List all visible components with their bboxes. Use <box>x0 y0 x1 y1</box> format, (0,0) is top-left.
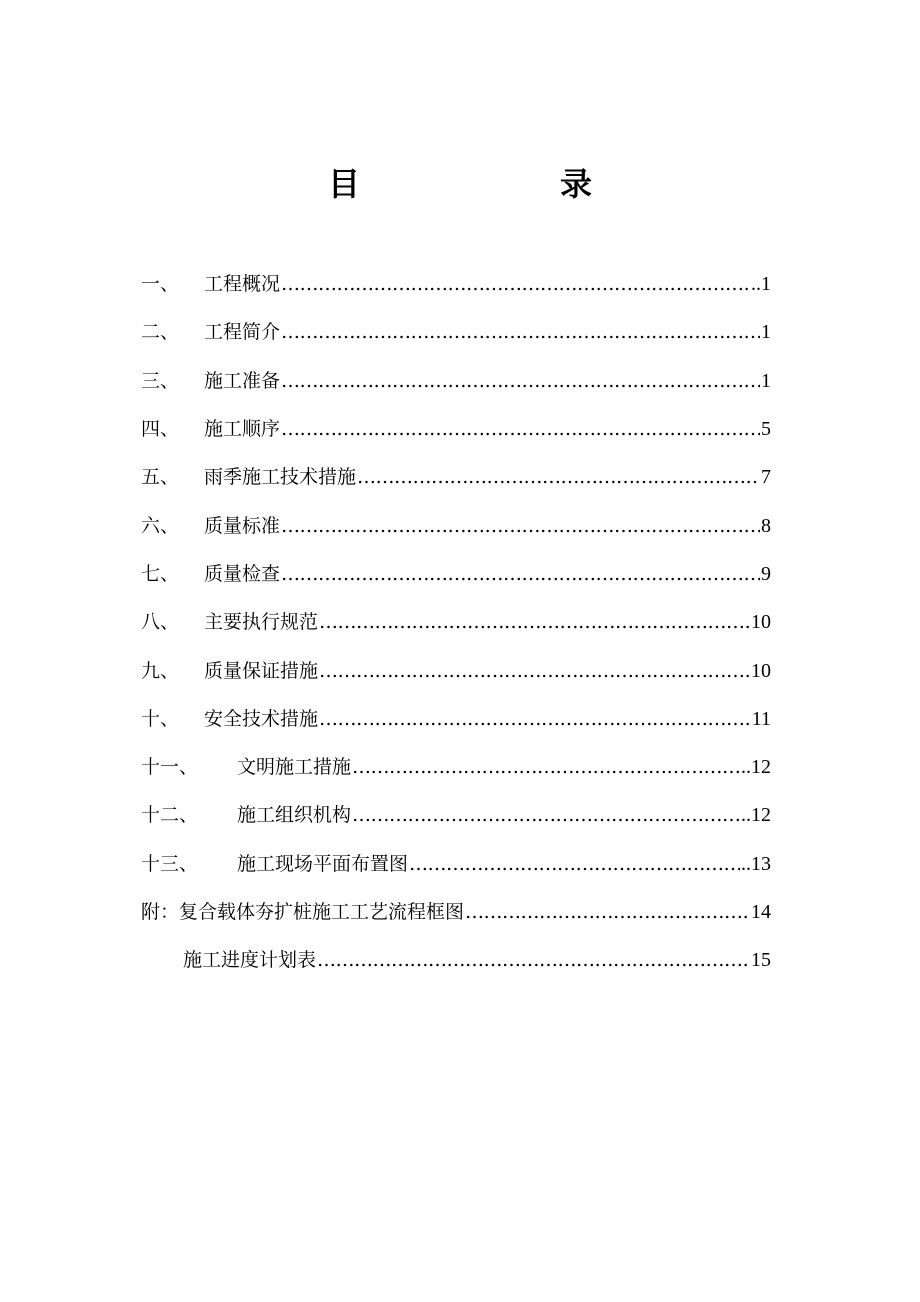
toc-entry-title: 复合载体夯扩桩施工工艺流程框图 <box>179 901 465 923</box>
toc-entry-number: 九、 <box>141 659 180 682</box>
table-of-contents <box>141 260 771 984</box>
page-title: 目 录 <box>327 165 676 203</box>
toc-leader-dots <box>357 464 760 490</box>
toc-entry-10[interactable] <box>141 695 771 743</box>
toc-entry-number: 二、 <box>141 321 180 344</box>
toc-entry-page: ..12 <box>741 756 771 779</box>
toc-entry-1[interactable] <box>141 260 771 308</box>
toc-entry-6[interactable] <box>141 501 771 549</box>
toc-entry-number: 十三、 <box>141 852 199 875</box>
toc-leader-dots <box>281 271 750 297</box>
toc-entry-number: 十一、 <box>141 756 199 779</box>
toc-entry-title: 工程概况 <box>204 273 281 296</box>
toc-entry-title: 雨季施工技术措施 <box>204 466 357 489</box>
toc-entry-page: 1 <box>761 321 771 344</box>
toc-entry-page: 5 <box>761 418 771 441</box>
toc-entry-page: 7 <box>761 466 771 489</box>
toc-entry-4[interactable] <box>141 405 771 453</box>
toc-entry-page: ..13 <box>741 852 771 875</box>
toc-entry-page: 14 <box>751 901 771 923</box>
toc-entry-title: 施工现场平面布置图 <box>237 852 409 875</box>
toc-leader-dots <box>409 851 740 877</box>
toc-entry-2[interactable] <box>141 308 771 356</box>
toc-entry-number: 六、 <box>141 514 180 537</box>
toc-entry-number: 八、 <box>141 611 180 634</box>
toc-leader-dots <box>352 802 740 828</box>
toc-entry-12[interactable] <box>141 791 771 839</box>
toc-entry-number: 四、 <box>141 418 180 441</box>
toc-leader-dots <box>281 368 760 394</box>
toc-leader-dots <box>281 319 760 345</box>
toc-entry-title: 主要执行规范 <box>204 611 319 634</box>
toc-entry-title: 质量检查 <box>204 562 281 585</box>
toc-entry-number: 三、 <box>141 369 180 392</box>
toc-entry-number: 十二、 <box>141 804 199 827</box>
toc-entry-13[interactable] <box>141 840 771 888</box>
toc-entry-title: 施工准备 <box>204 369 281 392</box>
toc-entry-page: 15 <box>751 949 771 972</box>
toc-entry-title: 工程简介 <box>204 321 281 344</box>
toc-entry-number: 五、 <box>141 466 180 489</box>
toc-entry-page: 9 <box>761 562 771 585</box>
toc-leader-dots <box>465 899 750 925</box>
toc-entry-page: 8 <box>761 514 771 537</box>
toc-entry-title: 文明施工措施 <box>237 756 352 779</box>
toc-entry-page: ..1 <box>751 273 771 296</box>
toc-leader-dots <box>319 609 750 635</box>
toc-entry-8[interactable] <box>141 598 771 646</box>
toc-entry-page: 10 <box>751 659 771 682</box>
toc-entry-7[interactable] <box>141 550 771 598</box>
toc-entry-title: 质量保证措施 <box>204 659 319 682</box>
toc-leader-dots <box>281 513 760 539</box>
toc-entry-number: 十、 <box>141 707 180 730</box>
toc-leader-dots <box>281 416 760 442</box>
toc-entry-appendix-schedule[interactable] <box>141 936 771 984</box>
toc-entry-appendix[interactable] <box>141 888 771 936</box>
toc-leader-dots <box>319 658 750 684</box>
toc-entry-5[interactable] <box>141 453 771 501</box>
toc-entry-page: 1 <box>761 369 771 392</box>
toc-entry-11[interactable] <box>141 743 771 791</box>
toc-entry-title: 施工顺序 <box>204 418 281 441</box>
toc-entry-title: 施工进度计划表 <box>183 949 317 972</box>
toc-entry-9[interactable] <box>141 646 771 694</box>
toc-entry-3[interactable] <box>141 357 771 405</box>
toc-entry-page: 10 <box>751 611 771 634</box>
toc-entry-title: 质量标准 <box>204 514 281 537</box>
toc-entry-number: 一、 <box>141 273 180 296</box>
toc-entry-page: ..12 <box>741 804 771 827</box>
toc-entry-title: 施工组织机构 <box>237 804 352 827</box>
toc-leader-dots <box>352 754 740 780</box>
toc-leader-dots <box>317 947 750 973</box>
toc-entry-title: 安全技术措施 <box>204 707 319 730</box>
toc-leader-dots <box>281 561 760 587</box>
toc-entry-page: 11 <box>751 707 771 730</box>
toc-leader-dots <box>319 706 751 732</box>
toc-entry-number: 附： <box>141 901 180 923</box>
toc-entry-number: 七、 <box>141 562 180 585</box>
